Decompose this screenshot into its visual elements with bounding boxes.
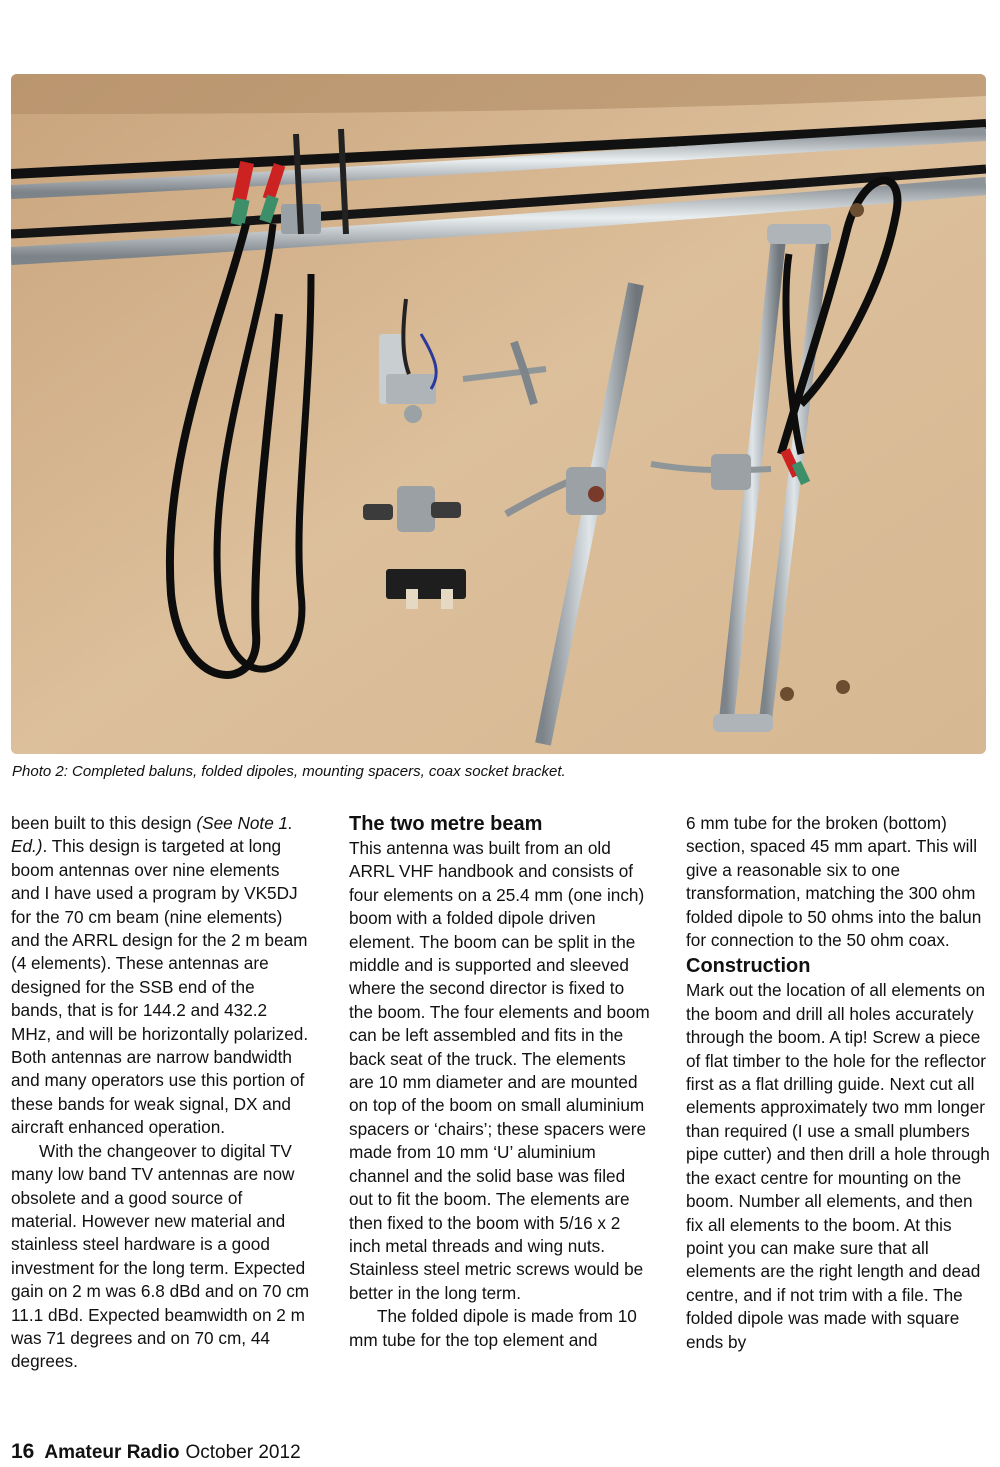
column-1 — [11, 812, 311, 1374]
antenna-parts-image — [11, 74, 986, 754]
column-3 — [686, 812, 990, 1354]
column-2-paragraph-2: The folded dipole is made from 10 mm tube for the top element and — [349, 1306, 637, 1350]
section-heading-construction: Construction — [686, 955, 811, 978]
photo-caption: Photo 2: Completed baluns, folded dipoles, mounting spacers, coax socket bracket. — [12, 763, 566, 780]
column-3-paragraph-1: 6 mm tube for the broken (bottom) section, spaced 45 mm apart. This will give a reasonable six to one transformation, matching the 300 ohm folded dipole to 50 ohms into the balun for connection to the 50 ohm coax. — [686, 813, 982, 951]
column-3-paragraph-2: Mark out the location of all elements on the boom and drill all holes accurately through the boom. A tip! Screw a piece of flat timber to the hole for the reflector first as a flat drilling guide. Next cut all elements approximately two mm longer than required (I use a small plumbers pipe cutter) and then drill a hole through the exact centre for mounting on the boom. Number all elements, and then fix all elements to the boom. At this point you can make sure that all elements are the right length and dead centre, and if not trim with a file. The folded dipole was made with square ends by — [686, 980, 990, 1352]
column-2 — [349, 812, 651, 1352]
magazine-title: Amateur Radio — [44, 1442, 180, 1463]
page-footer — [11, 1440, 301, 1465]
editor-note: (See Note 1. Ed.) — [11, 813, 293, 857]
antenna-photo — [11, 74, 986, 754]
page-number: 16 — [11, 1440, 35, 1463]
issue-date: October 2012 — [185, 1442, 301, 1463]
section-heading-two-metre-beam: The two metre beam — [349, 813, 543, 835]
column-1-paragraph-1: been built to this design (See Note 1. Ed.). This design is targeted at long boom antennas over nine elements and I have used a program by VK5DJ for the 70 cm beam (nine elements) and the ARRL design for the 2 m beam (4 elements). These antennas are designed for the SSB end of the bands, that is for 144.2 and 432.2 MHz, and will be horizontally polarized. Both antennas are narrow bandwidth and many operators use this portion of these bands for weak signal, DX and aircraft enhanced operation. — [11, 813, 309, 1138]
column-2-paragraph-1: This antenna was built from an old ARRL VHF handbook and consists of four elements on a 25.4 mm (one inch) boom with a folded dipole driven element. The boom can be split in the middle and is supported and sleeved where the second director is fixed to the boom. The four elements and boom can be left assembled and fits in the back seat of the truck. The elements are 10 mm diameter and are mounted on top of the boom on small aluminium spacers or ‘chairs’; these spacers were made from 10 mm ‘U’ aluminium channel and the solid base was filed out to fit the boom. The elements are then fixed to the boom with 5/16 x 2 inch metal threads and wing nuts. Stainless steel metric screws would be better in the long term. — [349, 838, 650, 1303]
column-1-paragraph-2: With the changeover to digital TV many low band TV antennas are now obsolete and a good source of material. However new material and stainless steel hardware is a good investment for the long term. Expected gain on 2 m was 6.8 dBd and on 70 cm 11.1 dBd. Expected beamwidth on 2 m was 71 degrees and on 70 cm, 44 degrees. — [11, 1140, 310, 1372]
